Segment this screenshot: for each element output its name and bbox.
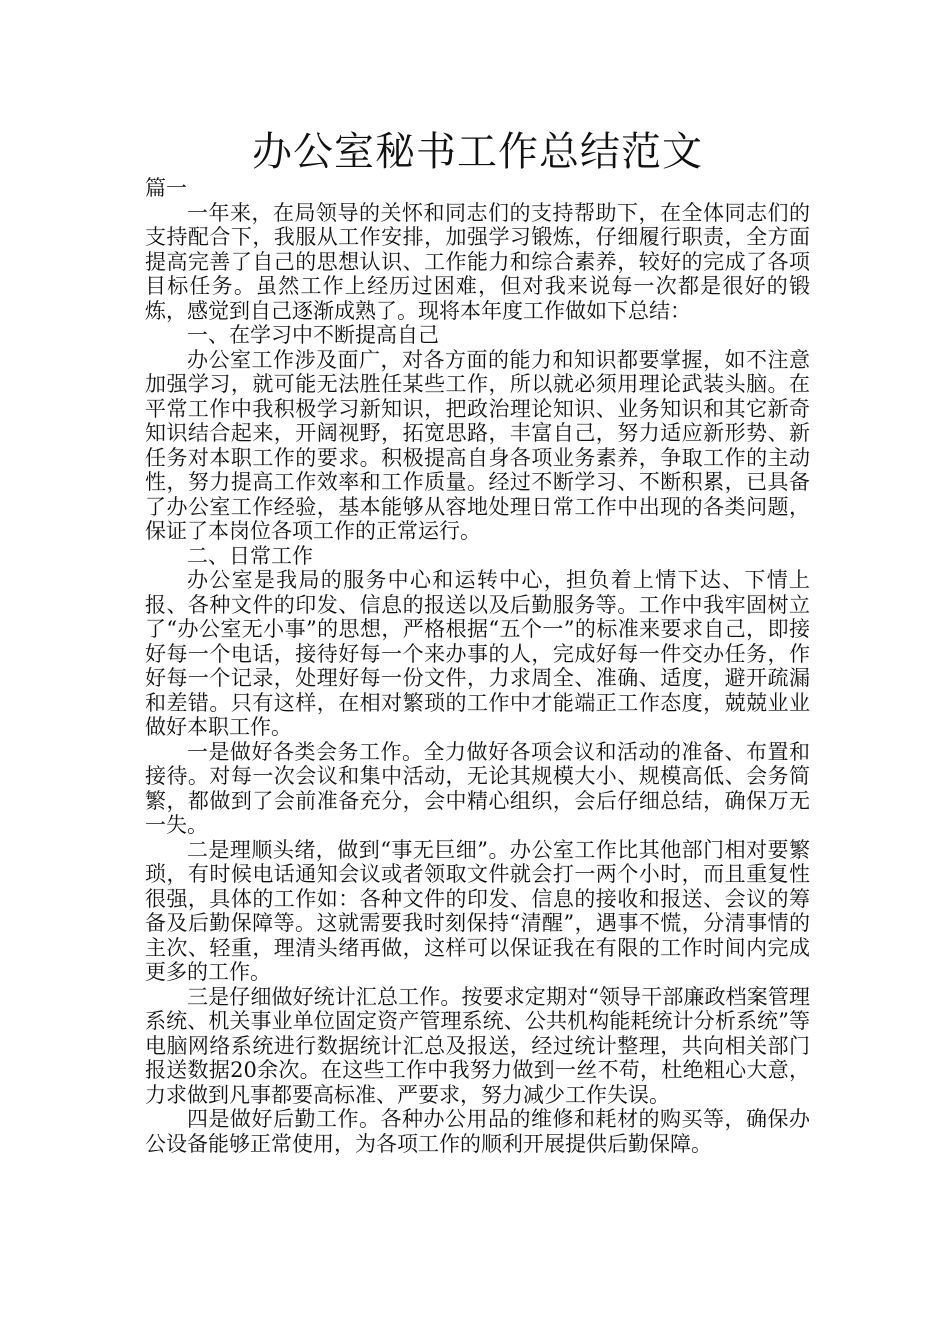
- section-heading-daily-work: 二、日常工作: [187, 543, 313, 568]
- paragraph-meetings: 一是做好各类会务工作。全力做好各项会议和活动的准备、布置和接待。对每一次会议和集中活动，无论其规模大小、规模高低、会务简繁，都做到了会前准备充分，会中精心组织，会后仔细总结，确保万无一失。: [145, 739, 810, 837]
- section-heading-study: 一、在学习中不断提高自己: [187, 323, 439, 347]
- paragraph-study: 办公室工作涉及面广，对各方面的能力和知识都要掌握，如不注意加强学习，就可能无法胜任某些工作，所以就必须用理论武装头脑。在平常工作中我积极学习新知识，把政治理论知识、业务知识和其它新奇知识结合起来，开阔视野，拓宽思路，丰富自己，努力适应新形势、新任务对本职工作的要求。积极提高自身各项业务素养，争取工作的主动性，努力提高工作效率和工作质量。经过不断学习、不断积累，已具备了办公室工作经验，基本能够从容地处理日常工作中出现的各类问题，保证了本岗位各项工作的正常运行。: [145, 347, 810, 543]
- document-title: 办公室秘书工作总结范文: [252, 129, 703, 175]
- document-body: [145, 201, 810, 1157]
- paragraph-intro: 一年来，在局领导的关怀和同志们的支持帮助下，在全体同志们的支持配合下，我服从工作安排，加强学习锻炼，仔细履行职责，全方面提高完善了自己的思想认识、工作能力和综合素养，较好的完成了各项目标任务。虽然工作上经历过困难，但对我来说每一次都是很好的锻炼，感觉到自己逐渐成熟了。现将本年度工作做如下总结：: [145, 200, 810, 323]
- section-label: 篇一: [145, 176, 187, 200]
- paragraph-organization: 二是理顺头绪，做到“事无巨细”。办公室工作比其他部门相对要繁琐，有时候电话通知会议或者领取文件就会打一两个小时，而且重复性很强，具体的工作如：各种文件的印发、信息的接收和报送、会议的筹备及后勤保障等。这就需要我时刻保持“清醒”，遇事不慌，分清事情的主次、轻重，理清头绪再做，这样可以保证我在有限的工作时间内完成更多的工作。: [145, 837, 810, 984]
- paragraph-logistics: 四是做好后勤工作。各种办公用品的维修和耗材的购买等，确保办公设备能够正常使用，为各项工作的顺利开展提供后勤保障。: [145, 1107, 810, 1156]
- paragraph-daily-work: 办公室是我局的服务中心和运转中心，担负着上情下达、下情上报、各种文件的印发、信息的报送以及后勤服务等。工作中我牢固树立了“办公室无小事”的思想，严格根据“五个一”的标准来要求自己，即接好每一个电话，接待好每一个来办事的人，完成好每一件交办任务，作好每一个记录，处理好每一份文件，力求周全、准确、适度，避开疏漏和差错。只有这样，在相对繁琐的工作中才能端正工作态度，兢兢业业做好本职工作。: [145, 568, 810, 739]
- paragraph-statistics: 三是仔细做好统计汇总工作。按要求定期对“领导干部廉政档案管理系统、机关事业单位固定资产管理系统、公共机构能耗统计分析系统”等电脑网络系统进行数据统计汇总及报送，经过统计整理，共向相关部门报送数据20余次。在这些工作中我努力做到一丝不苟，杜绝粗心大意，力求做到凡事都要高标准、严要求，努力减少工作失误。: [145, 984, 810, 1107]
- document-content: [145, 128, 810, 1156]
